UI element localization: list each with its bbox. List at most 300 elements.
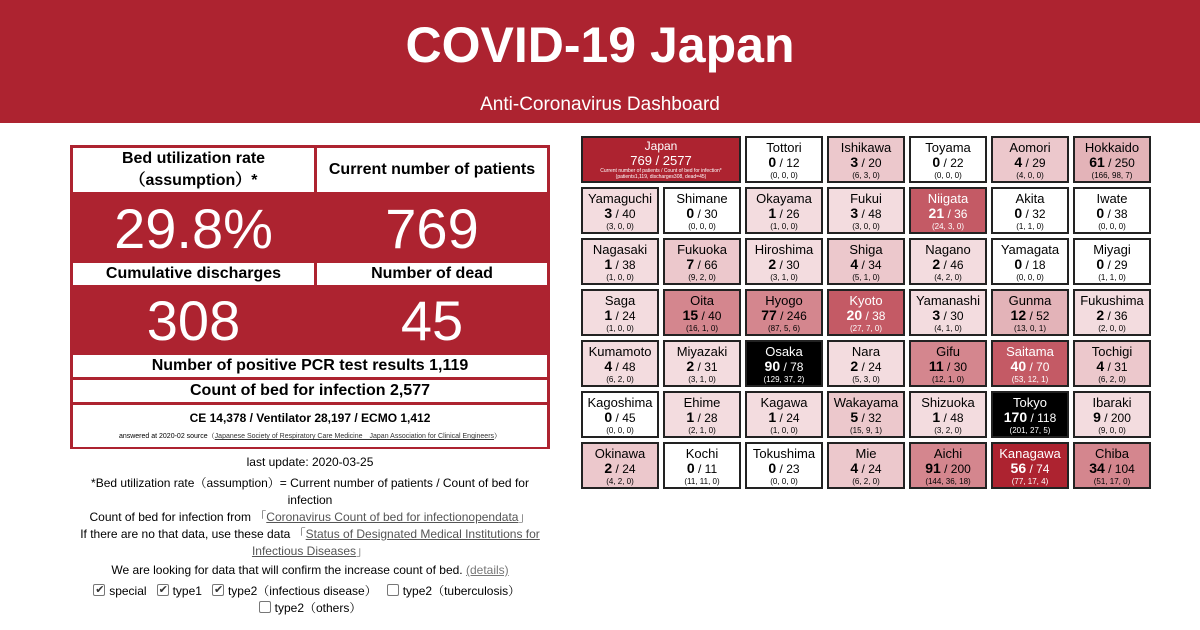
prefecture-value xyxy=(665,410,739,426)
prefecture-counts: (27, 7, 0) xyxy=(849,324,882,333)
prefecture-patients: 34 xyxy=(1089,460,1105,476)
prefecture-value xyxy=(993,257,1067,273)
prefecture-name: Gifu xyxy=(936,344,960,359)
prefecture-tile-saga[interactable] xyxy=(581,289,659,336)
prefecture-counts: (1, 1, 0) xyxy=(1016,222,1044,231)
prefecture-patients: 0 xyxy=(686,460,695,476)
prefecture-tile-chiba[interactable] xyxy=(1073,442,1151,489)
prefecture-beds: / 29 xyxy=(1022,156,1046,170)
fallback-suffix: 」 xyxy=(356,544,369,558)
prefecture-beds: / 20 xyxy=(858,156,882,170)
prefecture-tile-okayama[interactable] xyxy=(745,187,823,234)
prefecture-beds: / 38 xyxy=(1104,207,1128,221)
pcr-results: Number of positive PCR test results 1,119 xyxy=(73,355,547,377)
prefecture-patients: 21 xyxy=(928,205,945,221)
prefecture-name: Kyoto xyxy=(849,293,883,308)
prefecture-value xyxy=(1075,359,1149,375)
japan-tile[interactable] xyxy=(581,136,741,183)
prefecture-counts: (3, 0, 0) xyxy=(852,222,880,231)
prefecture-tile-nagano[interactable] xyxy=(909,238,987,285)
prefecture-value xyxy=(583,461,657,477)
prefecture-value xyxy=(583,257,657,273)
prefecture-patients: 170 xyxy=(1003,409,1028,425)
prefecture-value xyxy=(665,206,739,222)
prefecture-name: Niigata xyxy=(927,191,969,206)
prefecture-value xyxy=(583,308,657,324)
prefecture-beds: / 12 xyxy=(776,156,800,170)
prefecture-patients: 0 xyxy=(1014,205,1023,221)
prefecture-counts: (15, 9, 1) xyxy=(849,426,882,435)
prefecture-beds: / 31 xyxy=(1104,360,1128,374)
prefecture-tile-okinawa[interactable] xyxy=(581,442,659,489)
current-patients-value: 769 xyxy=(385,197,479,260)
prefecture-counts: (0, 0, 0) xyxy=(770,477,798,486)
prefecture-beds: / 11 xyxy=(694,462,718,476)
prefecture-grid xyxy=(581,136,1153,490)
prefecture-beds: / 24 xyxy=(612,462,636,476)
looking-note xyxy=(70,562,550,579)
prefecture-value xyxy=(993,359,1067,375)
prefecture-counts: (13, 0, 1) xyxy=(1013,324,1046,333)
prefecture-name: Shimane xyxy=(676,191,728,206)
prefecture-patients: 20 xyxy=(846,307,863,323)
prefecture-patients: 2 xyxy=(686,358,695,374)
prefecture-counts: (0, 0, 0) xyxy=(1016,273,1044,282)
prefecture-value xyxy=(993,308,1067,324)
prefecture-beds: / 30 xyxy=(776,258,800,272)
prefecture-patients: 0 xyxy=(768,460,777,476)
prefecture-value xyxy=(911,257,985,273)
prefecture-patients: 2 xyxy=(1096,307,1105,323)
source-link[interactable]: Coronavirus Count of bed for infectionopendata xyxy=(266,510,519,524)
prefecture-name: Kanagawa xyxy=(999,446,1061,461)
prefecture-tile-akita[interactable] xyxy=(991,187,1069,234)
prefecture-tile-hokkaido[interactable] xyxy=(1073,136,1151,183)
source-prefix: Count of bed for infection from 「 xyxy=(89,510,267,524)
filter-type2-tuberculosis[interactable] xyxy=(387,584,520,598)
prefecture-name: Toyama xyxy=(925,140,971,155)
japan-note: Current number of patients / Count of bed for infection* xyxy=(600,168,722,174)
prefecture-tile-gunma[interactable] xyxy=(991,289,1069,336)
prefecture-name: Osaka xyxy=(765,344,803,359)
prefecture-counts: (3, 2, 0) xyxy=(934,426,962,435)
header xyxy=(0,0,1200,123)
prefecture-value xyxy=(829,155,903,171)
prefecture-name: Nara xyxy=(851,344,881,359)
prefecture-tile-shizuoka[interactable] xyxy=(909,391,987,438)
prefecture-counts: (9, 0, 0) xyxy=(1098,426,1126,435)
prefecture-tile-hiroshima[interactable] xyxy=(745,238,823,285)
prefecture-patients: 77 xyxy=(761,307,777,323)
prefecture-counts: (51, 17, 0) xyxy=(1093,477,1131,486)
prefecture-beds: / 104 xyxy=(1104,462,1135,476)
prefecture-counts: (0, 0, 0) xyxy=(934,171,962,180)
prefecture-name: Miyagi xyxy=(1093,242,1131,257)
prefecture-beds: / 40 xyxy=(612,207,636,221)
bed-count: Count of bed for infection 2,577 xyxy=(73,380,547,402)
prefecture-value xyxy=(583,359,657,375)
prefecture-tile-gifu[interactable] xyxy=(909,340,987,387)
prefecture-patients: 2 xyxy=(932,256,941,272)
prefecture-patients: 11 xyxy=(928,358,944,374)
prefecture-name: Wakayama xyxy=(833,395,899,410)
formula-note: *Bed utilization rate（assumption）= Current number of patients / Count of bed for infection xyxy=(91,476,529,507)
prefecture-tile-miyazaki[interactable] xyxy=(663,340,741,387)
prefecture-patients: 1 xyxy=(932,409,941,425)
prefecture-beds: / 66 xyxy=(694,258,718,272)
prefecture-value xyxy=(583,410,657,426)
prefecture-beds: / 24 xyxy=(858,360,882,374)
prefecture-beds: / 38 xyxy=(612,258,636,272)
prefecture-beds: / 36 xyxy=(944,207,968,221)
prefecture-value xyxy=(911,461,985,477)
looking-text: We are looking for data that will confirm the increase count of bed. xyxy=(111,563,463,577)
prefecture-beds: / 200 xyxy=(940,462,971,476)
prefecture-name: Shizuoka xyxy=(921,395,975,410)
prefecture-name: Fukushima xyxy=(1080,293,1144,308)
prefecture-name: Shiga xyxy=(849,242,883,257)
prefecture-counts: (6, 3, 0) xyxy=(852,171,880,180)
prefecture-patients: 7 xyxy=(686,256,695,272)
prefecture-patients: 0 xyxy=(604,409,613,425)
current-patients-label: Current number of patients xyxy=(317,148,547,192)
last-update: last update: 2020-03-25 xyxy=(246,455,374,469)
prefecture-name: Mie xyxy=(855,446,877,461)
prefecture-tile-yamanashi[interactable] xyxy=(909,289,987,336)
filter-type2-others-label: type2（others） xyxy=(274,601,362,615)
prefecture-counts: (53, 12, 1) xyxy=(1011,375,1049,384)
prefecture-beds: / 31 xyxy=(694,360,718,374)
filter-special[interactable] xyxy=(93,584,146,598)
prefecture-counts: (3, 0, 0) xyxy=(606,222,634,231)
prefecture-value xyxy=(747,461,821,477)
prefecture-counts: (5, 1, 0) xyxy=(852,273,880,282)
prefecture-name: Hyogo xyxy=(765,293,803,308)
prefecture-name: Gunma xyxy=(1008,293,1052,308)
prefecture-patients: 4 xyxy=(1096,358,1105,374)
prefecture-counts: (3, 1, 0) xyxy=(688,375,716,384)
prefecture-value xyxy=(747,359,821,375)
prefecture-value xyxy=(993,155,1067,171)
prefecture-beds: / 48 xyxy=(858,207,882,221)
filter-type2-infectious-label: type2（infectious disease） xyxy=(227,584,377,598)
prefecture-beds: / 118 xyxy=(1027,411,1057,425)
prefecture-counts: (4, 1, 0) xyxy=(934,324,962,333)
prefecture-name: Fukui xyxy=(850,191,882,206)
prefecture-counts: (2, 1, 0) xyxy=(688,426,716,435)
filter-type1-label: type1 xyxy=(172,584,202,598)
prefecture-name: Kochi xyxy=(685,446,719,461)
prefecture-tile-toyama[interactable] xyxy=(909,136,987,183)
prefecture-value xyxy=(993,461,1067,477)
prefecture-counts: (4, 2, 0) xyxy=(606,477,634,486)
prefecture-patients: 15 xyxy=(682,307,699,323)
prefecture-counts: (0, 0, 0) xyxy=(770,171,798,180)
equipment-counts: CE 14,378 / Ventilator 28,197 / ECMO 1,412 xyxy=(189,411,431,425)
fallback-prefix: If there are no that data, use these data 「 xyxy=(80,527,306,541)
checkbox-type2-infectious[interactable] xyxy=(212,584,224,596)
source-suffix: 」 xyxy=(518,510,531,524)
prefecture-tile-fukui[interactable] xyxy=(827,187,905,234)
prefecture-name: Chiba xyxy=(1095,446,1129,461)
prefecture-name: Iwate xyxy=(1096,191,1128,206)
prefecture-name: Hokkaido xyxy=(1084,140,1140,155)
prefecture-value xyxy=(1075,257,1149,273)
details-link[interactable]: (details) xyxy=(465,563,509,577)
prefecture-tile-nagasaki[interactable] xyxy=(581,238,659,285)
prefecture-name: Tochigi xyxy=(1091,344,1133,359)
prefecture-tile-fukuoka[interactable] xyxy=(663,238,741,285)
prefecture-value xyxy=(747,257,821,273)
prefecture-name: Ishikawa xyxy=(840,140,892,155)
prefecture-value xyxy=(829,410,903,426)
prefecture-tile-tokushima[interactable] xyxy=(745,442,823,489)
prefecture-beds: / 30 xyxy=(940,309,964,323)
answered-suffix: ） xyxy=(494,433,502,440)
prefecture-tile-tokyo[interactable] xyxy=(991,391,1069,438)
prefecture-counts: (0, 0, 0) xyxy=(688,222,716,231)
prefecture-counts: (16, 1, 0) xyxy=(685,324,718,333)
prefecture-beds: / 29 xyxy=(1104,258,1128,272)
source-note xyxy=(70,509,550,526)
prefecture-beds: / 246 xyxy=(776,309,807,323)
prefecture-beds: / 22 xyxy=(940,156,964,170)
prefecture-beds: / 40 xyxy=(698,309,722,323)
prefecture-beds: / 48 xyxy=(612,360,636,374)
prefecture-beds: / 30 xyxy=(694,207,718,221)
prefecture-patients: 5 xyxy=(850,409,859,425)
prefecture-name: Hiroshima xyxy=(754,242,814,257)
prefecture-value xyxy=(829,308,903,324)
prefecture-patients: 0 xyxy=(686,205,695,221)
prefecture-patients: 56 xyxy=(1010,460,1027,476)
prefecture-counts: (166, 98, 7) xyxy=(1091,171,1133,180)
prefecture-patients: 0 xyxy=(1096,256,1105,272)
prefecture-value xyxy=(911,155,985,171)
prefecture-tile-oita[interactable] xyxy=(663,289,741,336)
checkbox-type2-others[interactable] xyxy=(259,601,271,613)
prefecture-counts: (1, 1, 0) xyxy=(1098,273,1126,282)
prefecture-tile-ehime[interactable] xyxy=(663,391,741,438)
prefecture-name: Akita xyxy=(1015,191,1045,206)
prefecture-tile-kochi[interactable] xyxy=(663,442,741,489)
prefecture-beds: / 30 xyxy=(943,360,968,374)
checkbox-type2-tuberculosis[interactable] xyxy=(387,584,399,596)
prefecture-value xyxy=(829,206,903,222)
equipment-panel xyxy=(73,405,547,447)
prefecture-patients: 3 xyxy=(604,205,613,221)
checkbox-type1[interactable] xyxy=(157,584,169,596)
prefecture-patients: 1 xyxy=(768,205,777,221)
prefecture-beds: / 36 xyxy=(1104,309,1128,323)
prefecture-patients: 2 xyxy=(768,256,777,272)
prefecture-beds: / 70 xyxy=(1026,360,1050,374)
prefecture-beds: / 32 xyxy=(858,411,882,425)
prefecture-name: Kagoshima xyxy=(587,395,653,410)
prefecture-beds: / 74 xyxy=(1026,462,1050,476)
prefecture-name: Tokyo xyxy=(1013,395,1047,410)
fallback-note xyxy=(70,526,550,560)
bed-utilization-label: Bed utilization rate（assumption）* xyxy=(73,148,314,192)
prefecture-value xyxy=(747,206,821,222)
prefecture-beds: / 23 xyxy=(776,462,800,476)
japan-value: 769 / 2577 xyxy=(630,153,692,168)
prefecture-patients: 1 xyxy=(604,256,613,272)
prefecture-counts: (12, 1, 0) xyxy=(931,375,964,384)
prefecture-patients: 61 xyxy=(1089,154,1105,170)
prefecture-value xyxy=(665,359,739,375)
prefecture-name: Yamanashi xyxy=(915,293,981,308)
prefecture-value xyxy=(829,257,903,273)
prefecture-tile-tochigi[interactable] xyxy=(1073,340,1151,387)
prefecture-patients: 1 xyxy=(686,409,695,425)
prefecture-name: Aomori xyxy=(1009,140,1051,155)
filter-type1[interactable] xyxy=(157,584,202,598)
answered-source xyxy=(73,432,547,442)
prefecture-patients: 0 xyxy=(932,154,941,170)
prefecture-beds: / 18 xyxy=(1022,258,1046,272)
prefecture-tile-osaka[interactable] xyxy=(745,340,823,387)
prefecture-beds: / 250 xyxy=(1104,156,1135,170)
page-title: COVID-19 Japan xyxy=(405,17,795,73)
prefecture-value xyxy=(747,155,821,171)
prefecture-counts: (1, 0, 0) xyxy=(770,222,798,231)
prefecture-patients: 0 xyxy=(1096,205,1105,221)
prefecture-name: Nagasaki xyxy=(592,242,648,257)
prefecture-tile-saitama[interactable] xyxy=(991,340,1069,387)
prefecture-beds: / 46 xyxy=(940,258,964,272)
prefecture-tile-kumamoto[interactable] xyxy=(581,340,659,387)
prefecture-tile-mie[interactable] xyxy=(827,442,905,489)
prefecture-counts: (3, 1, 0) xyxy=(770,273,798,282)
prefecture-tile-shiga[interactable] xyxy=(827,238,905,285)
prefecture-counts: (1, 0, 0) xyxy=(770,426,798,435)
summary-panel xyxy=(70,145,550,449)
prefecture-counts: (0, 0, 0) xyxy=(1098,222,1126,231)
prefecture-tile-kyoto[interactable] xyxy=(827,289,905,336)
prefecture-tile-kanagawa[interactable] xyxy=(991,442,1069,489)
prefecture-beds: / 45 xyxy=(612,411,636,425)
prefecture-tile-wakayama[interactable] xyxy=(827,391,905,438)
prefecture-counts: (5, 3, 0) xyxy=(852,375,880,384)
prefecture-name: Miyazaki xyxy=(676,344,728,359)
prefecture-name: Kumamoto xyxy=(588,344,652,359)
prefecture-name: Yamagata xyxy=(1000,242,1060,257)
prefecture-patients: 40 xyxy=(1010,358,1027,374)
prefecture-tile-miyagi[interactable] xyxy=(1073,238,1151,285)
prefecture-value xyxy=(829,359,903,375)
prefecture-counts: (201, 27, 5) xyxy=(1009,426,1051,435)
prefecture-patients: 0 xyxy=(768,154,777,170)
prefecture-value xyxy=(911,308,985,324)
prefecture-value xyxy=(1075,410,1149,426)
discharges-value: 308 xyxy=(146,289,241,352)
prefecture-beds: / 28 xyxy=(694,411,718,425)
checkbox-special[interactable] xyxy=(93,584,105,596)
bed-utilization-value: 29.8% xyxy=(114,197,273,260)
prefecture-counts: (2, 0, 0) xyxy=(1098,324,1126,333)
prefecture-tile-shimane[interactable] xyxy=(663,187,741,234)
prefecture-counts: (129, 37, 2) xyxy=(763,375,805,384)
prefecture-patients: 3 xyxy=(850,154,859,170)
prefecture-name: Ibaraki xyxy=(1092,395,1132,410)
filter-checkboxes xyxy=(70,583,550,617)
prefecture-tile-kagawa[interactable] xyxy=(745,391,823,438)
prefecture-value xyxy=(1075,308,1149,324)
prefecture-name: Saga xyxy=(604,293,636,308)
filter-type2-infectious[interactable] xyxy=(212,584,377,598)
prefecture-tile-nara[interactable] xyxy=(827,340,905,387)
prefecture-beds: / 200 xyxy=(1100,411,1131,425)
prefecture-tile-kagoshima[interactable] xyxy=(581,391,659,438)
prefecture-counts: (4, 0, 0) xyxy=(1016,171,1044,180)
filter-type2-tuberculosis-label: type2（tuberculosis） xyxy=(402,584,521,598)
japan-name: Japan xyxy=(644,139,678,153)
prefecture-counts: (4, 2, 0) xyxy=(934,273,962,282)
prefecture-tile-ishikawa[interactable] xyxy=(827,136,905,183)
prefecture-patients: 4 xyxy=(850,460,859,476)
prefecture-beds: / 52 xyxy=(1026,309,1050,323)
prefecture-beds: / 38 xyxy=(862,309,886,323)
prefecture-name: Nagano xyxy=(925,242,971,257)
prefecture-beds: / 78 xyxy=(780,360,804,374)
prefecture-counts: (144, 36, 18) xyxy=(925,477,971,486)
prefecture-value xyxy=(747,308,821,324)
prefecture-beds: / 24 xyxy=(858,462,882,476)
prefecture-tile-yamaguchi[interactable] xyxy=(581,187,659,234)
prefecture-name: Okayama xyxy=(756,191,812,206)
answered-source-link[interactable]: Japanese Society of Respiratory Care Medicine Japan Association for Clinical Engineers xyxy=(214,433,495,440)
prefecture-tile-fukushima[interactable] xyxy=(1073,289,1151,336)
prefecture-value xyxy=(583,206,657,222)
prefecture-tile-aomori[interactable] xyxy=(991,136,1069,183)
prefecture-patients: 1 xyxy=(604,307,613,323)
answered-prefix: answered at 2020-02 source（ xyxy=(118,433,215,440)
prefecture-patients: 90 xyxy=(764,358,781,374)
prefecture-tile-iwate[interactable] xyxy=(1073,187,1151,234)
prefecture-patients: 9 xyxy=(1093,409,1101,425)
prefecture-value xyxy=(665,257,739,273)
prefecture-name: Saitama xyxy=(1006,344,1054,359)
prefecture-patients: 12 xyxy=(1010,307,1027,323)
prefecture-value xyxy=(911,410,985,426)
prefecture-value xyxy=(911,359,985,375)
prefecture-patients: 4 xyxy=(604,358,613,374)
prefecture-beds: / 24 xyxy=(612,309,636,323)
prefecture-name: Aichi xyxy=(933,446,963,461)
prefecture-tile-yamagata[interactable] xyxy=(991,238,1069,285)
prefecture-value xyxy=(1075,206,1149,222)
prefecture-value xyxy=(993,206,1067,222)
prefecture-tile-tottori[interactable] xyxy=(745,136,823,183)
prefecture-name: Fukuoka xyxy=(677,242,727,257)
prefecture-counts: (24, 3, 0) xyxy=(931,222,964,231)
prefecture-tile-aichi[interactable] xyxy=(909,442,987,489)
prefecture-patients: 2 xyxy=(850,358,859,374)
prefecture-counts: (87, 5, 6) xyxy=(767,324,800,333)
fallback-link[interactable]: Status of Designated Medical Institutions for Infectious Diseases xyxy=(251,527,540,558)
filter-type2-others[interactable] xyxy=(259,601,362,615)
prefecture-tile-ibaraki[interactable] xyxy=(1073,391,1151,438)
prefecture-beds: / 48 xyxy=(940,411,964,425)
prefecture-value xyxy=(665,308,739,324)
prefecture-counts: (6, 2, 0) xyxy=(1098,375,1126,384)
prefecture-tile-niigata[interactable] xyxy=(909,187,987,234)
prefecture-beds: / 24 xyxy=(776,411,800,425)
prefecture-tile-hyogo[interactable] xyxy=(745,289,823,336)
prefecture-name: Yamaguchi xyxy=(587,191,653,206)
prefecture-patients: 1 xyxy=(768,409,777,425)
